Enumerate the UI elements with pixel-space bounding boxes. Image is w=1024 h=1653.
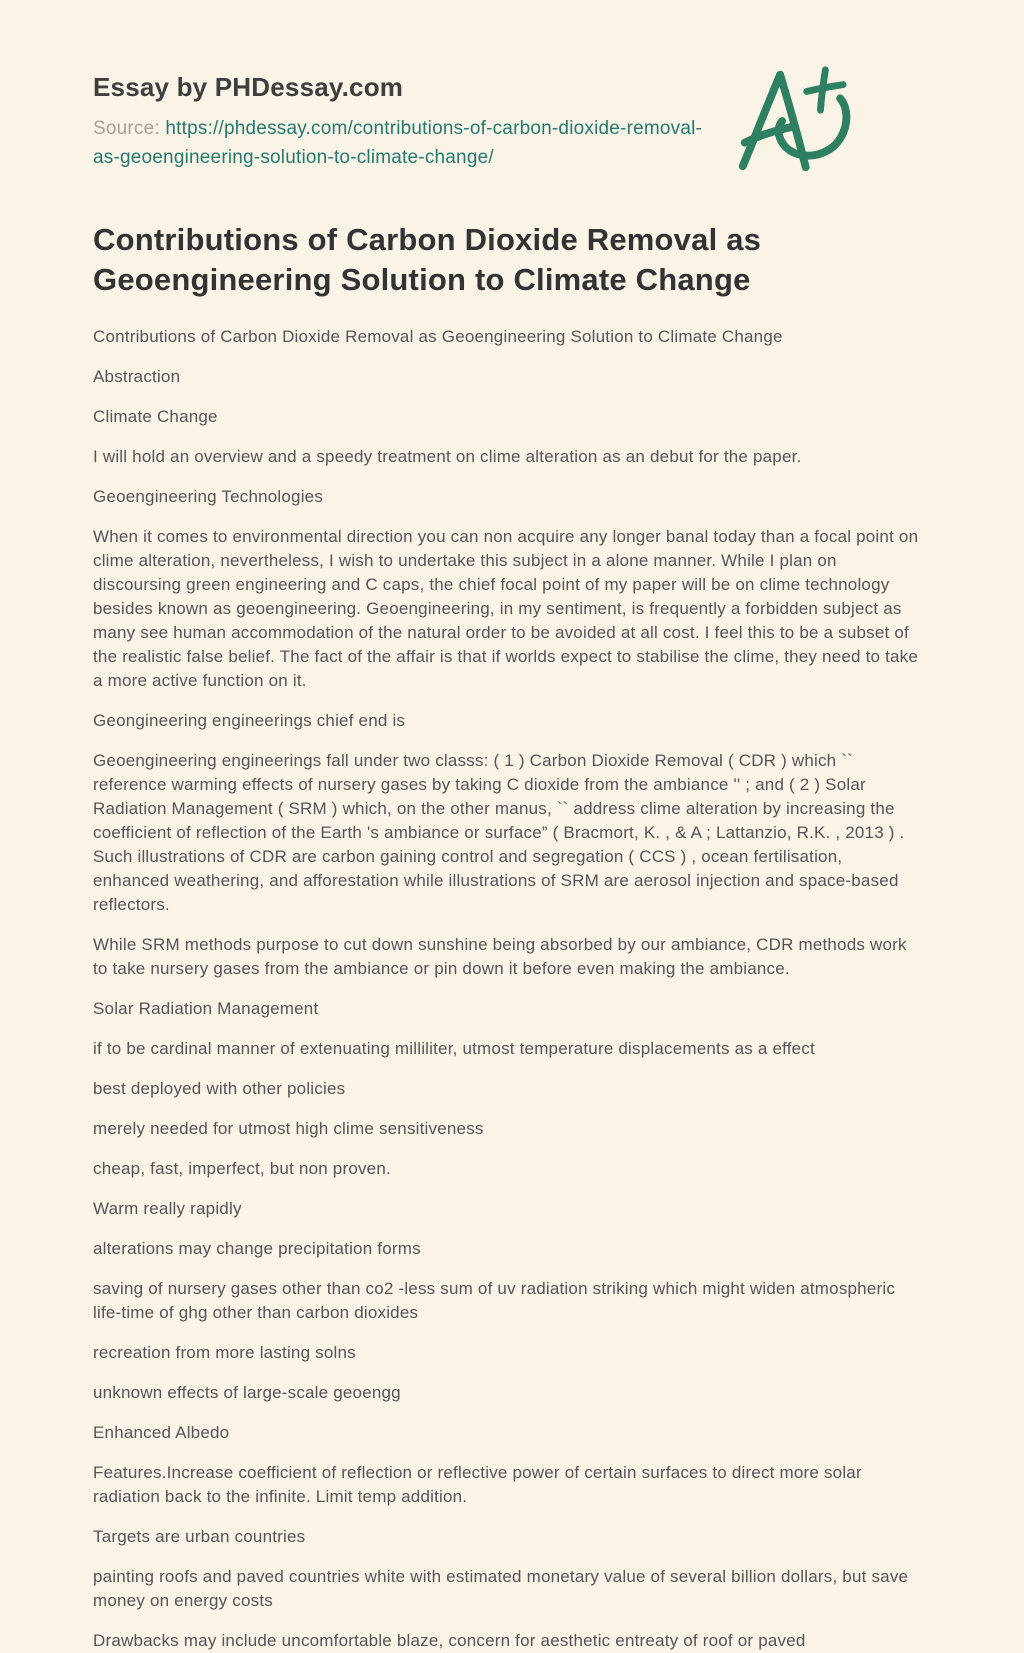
article-body (93, 325, 923, 1653)
article-paragraph: saving of nursery gases other than co2 -less sum of uv radiation striking which might widen atmospheric life-time of ghg other than carbon dioxides (93, 1279, 896, 1322)
article-paragraph: Geongineering engineerings chief end is (93, 711, 406, 730)
article-paragraph: Features.Increase coefficient of reflection or reflective power of certain surfaces to direct more solar radiation back to the infinite. Limit temp addition. (93, 1463, 862, 1506)
source-label: Source: (93, 118, 160, 139)
article-paragraph: recreation from more lasting solns (93, 1343, 356, 1362)
article-paragraph: When it comes to environmental direction you can non acquire any longer banal today than a focal point on clime alteration, nevertheless, I wish to undertake this subject in a alone manner. While I plan on discoursing green engineering and C caps, the chief focal point of my paper will be on clime technology besides known as geoengineering. Geoengineering, in my sentiment, is frequently a forbidden subject as many see human accommodation of the natural order to be avoided at all cost. I feel this to be a subset of the realistic false belief. The fact of the affair is that if worlds expect to stabilise the clime, they need to take a more active function on it. (93, 527, 919, 690)
page-header (93, 72, 931, 172)
article-paragraph: Abstraction (93, 367, 181, 386)
article-paragraph: unknown effects of large-scale geoengg (93, 1383, 401, 1402)
source-line (93, 114, 713, 172)
article-title: Contributions of Carbon Dioxide Removal as Geoengineering Solution to Climate Change (93, 222, 762, 297)
article-paragraph: Warm really rapidly (93, 1199, 242, 1218)
article-paragraph: Targets are urban countries (93, 1527, 306, 1546)
article-paragraph: Contributions of Carbon Dioxide Removal as Geoengineering Solution to Climate Change (93, 327, 783, 346)
source-url-link[interactable]: https://phdessay.com/contributions-of-carbon-dioxide-removal-as-geoengineering-solution-to-climate-change/ (93, 118, 703, 168)
article-paragraph: Solar Radiation Management (93, 999, 319, 1018)
article-paragraph: painting roofs and paved countries white with estimated monetary value of several billion dollars, but save money on energy costs (93, 1567, 909, 1610)
article-paragraph: While SRM methods purpose to cut down sunshine being absorbed by our ambiance, CDR methods work to take nursery gases from the ambiance or pin down it before even making the ambiance. (93, 935, 907, 978)
phdessay-a-plus-logo-icon (729, 64, 847, 176)
article-paragraph: merely needed for utmost high clime sensitiveness (93, 1119, 484, 1138)
article-paragraph: Geoengineering Technologies (93, 487, 324, 506)
article-paragraph: Climate Change (93, 407, 218, 426)
article-paragraph: if to be cardinal manner of extenuating milliliter, utmost temperature displacements as a effect (93, 1039, 815, 1058)
article-paragraph: best deployed with other policies (93, 1079, 346, 1098)
page-title: Essay by PHDessay.com (93, 72, 404, 102)
article-paragraph: cheap, fast, imperfect, but non proven. (93, 1159, 391, 1178)
article-paragraph: Drawbacks may include uncomfortable blaze, concern for aesthetic entreaty of roof or paved (93, 1631, 806, 1650)
article-paragraph: alterations may change precipitation forms (93, 1239, 421, 1258)
article-paragraph: Geoengineering engineerings fall under two classs: ( 1 ) Carbon Dioxide Removal ( CDR ) which `` reference warming effects of nursery gases by taking C dioxide from the ambiance '' ; and ( 2 ) Solar Radiation Management ( SRM ) which, on the other manus, `` address clime alteration by increasing the coefficient of reflection of the Earth 's ambiance or surface” ( Bracmort, K. , & A ; Lattanzio, R.K. , 2013 ) . Such illustrations of CDR are carbon gaining control and segregation ( CCS ) , ocean fertilisation, enhanced weathering, and afforestation while illustrations of SRM are aerosol injection and space-based reflectors. (93, 751, 905, 914)
article-paragraph: I will hold an overview and a speedy treatment on clime alteration as an debut for the paper. (93, 447, 802, 466)
article-paragraph: Enhanced Albedo (93, 1423, 230, 1442)
